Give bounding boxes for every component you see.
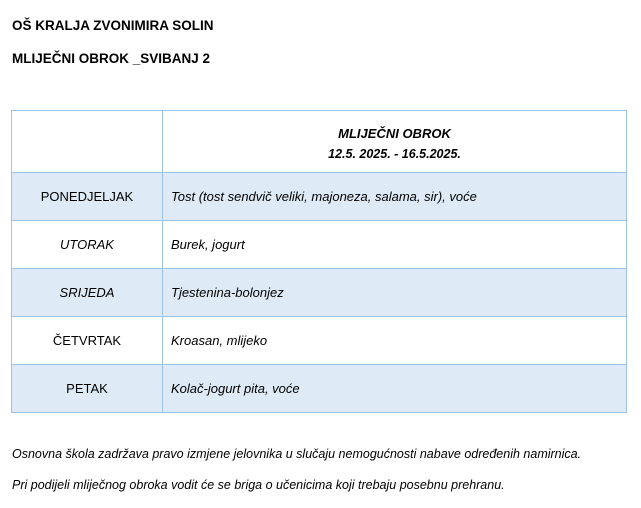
- document-subtitle: MLIJEČNI OBROK _SVIBANJ 2: [12, 51, 211, 66]
- day-name: PONEDJELJAK: [12, 173, 163, 221]
- meal-description: Tjestenina-bolonjez: [163, 269, 627, 317]
- table-row: [12, 365, 627, 413]
- day-name: ČETVRTAK: [12, 317, 163, 365]
- meal-description: Kroasan, mlijeko: [163, 317, 627, 365]
- day-name: SRIJEDA: [12, 269, 163, 317]
- header-empty-cell: [12, 111, 163, 173]
- meal-table: [11, 110, 627, 413]
- table-header-row: [12, 111, 627, 173]
- table-row: [12, 221, 627, 269]
- table-row: [12, 317, 627, 365]
- header-dates: 12.5. 2025. - 16.5.2025.: [328, 146, 461, 161]
- header-title: MLIJEČNI OBROK: [338, 125, 451, 141]
- table-row: [12, 173, 627, 221]
- header-title-cell: [163, 111, 627, 173]
- meal-description: Tost (tost sendvič veliki, majoneza, salama, sir), voće: [163, 173, 627, 221]
- school-name: OŠ KRALJA ZVONIMIRA SOLIN: [12, 18, 214, 33]
- meal-description: Burek, jogurt: [163, 221, 627, 269]
- day-name: PETAK: [12, 365, 163, 413]
- table-row: [12, 269, 627, 317]
- special-diet-note: Pri podijeli mliječnog obroka vodit će se briga o učenicima koji trebaju posebnu prehranu.: [12, 478, 505, 492]
- day-name: UTORAK: [12, 221, 163, 269]
- meal-description: Kolač-jogurt pita, voće: [163, 365, 627, 413]
- disclaimer-note: Osnovna škola zadržava pravo izmjene jelovnika u slučaju nemogućnosti nabave određenih namirnica.: [12, 447, 582, 461]
